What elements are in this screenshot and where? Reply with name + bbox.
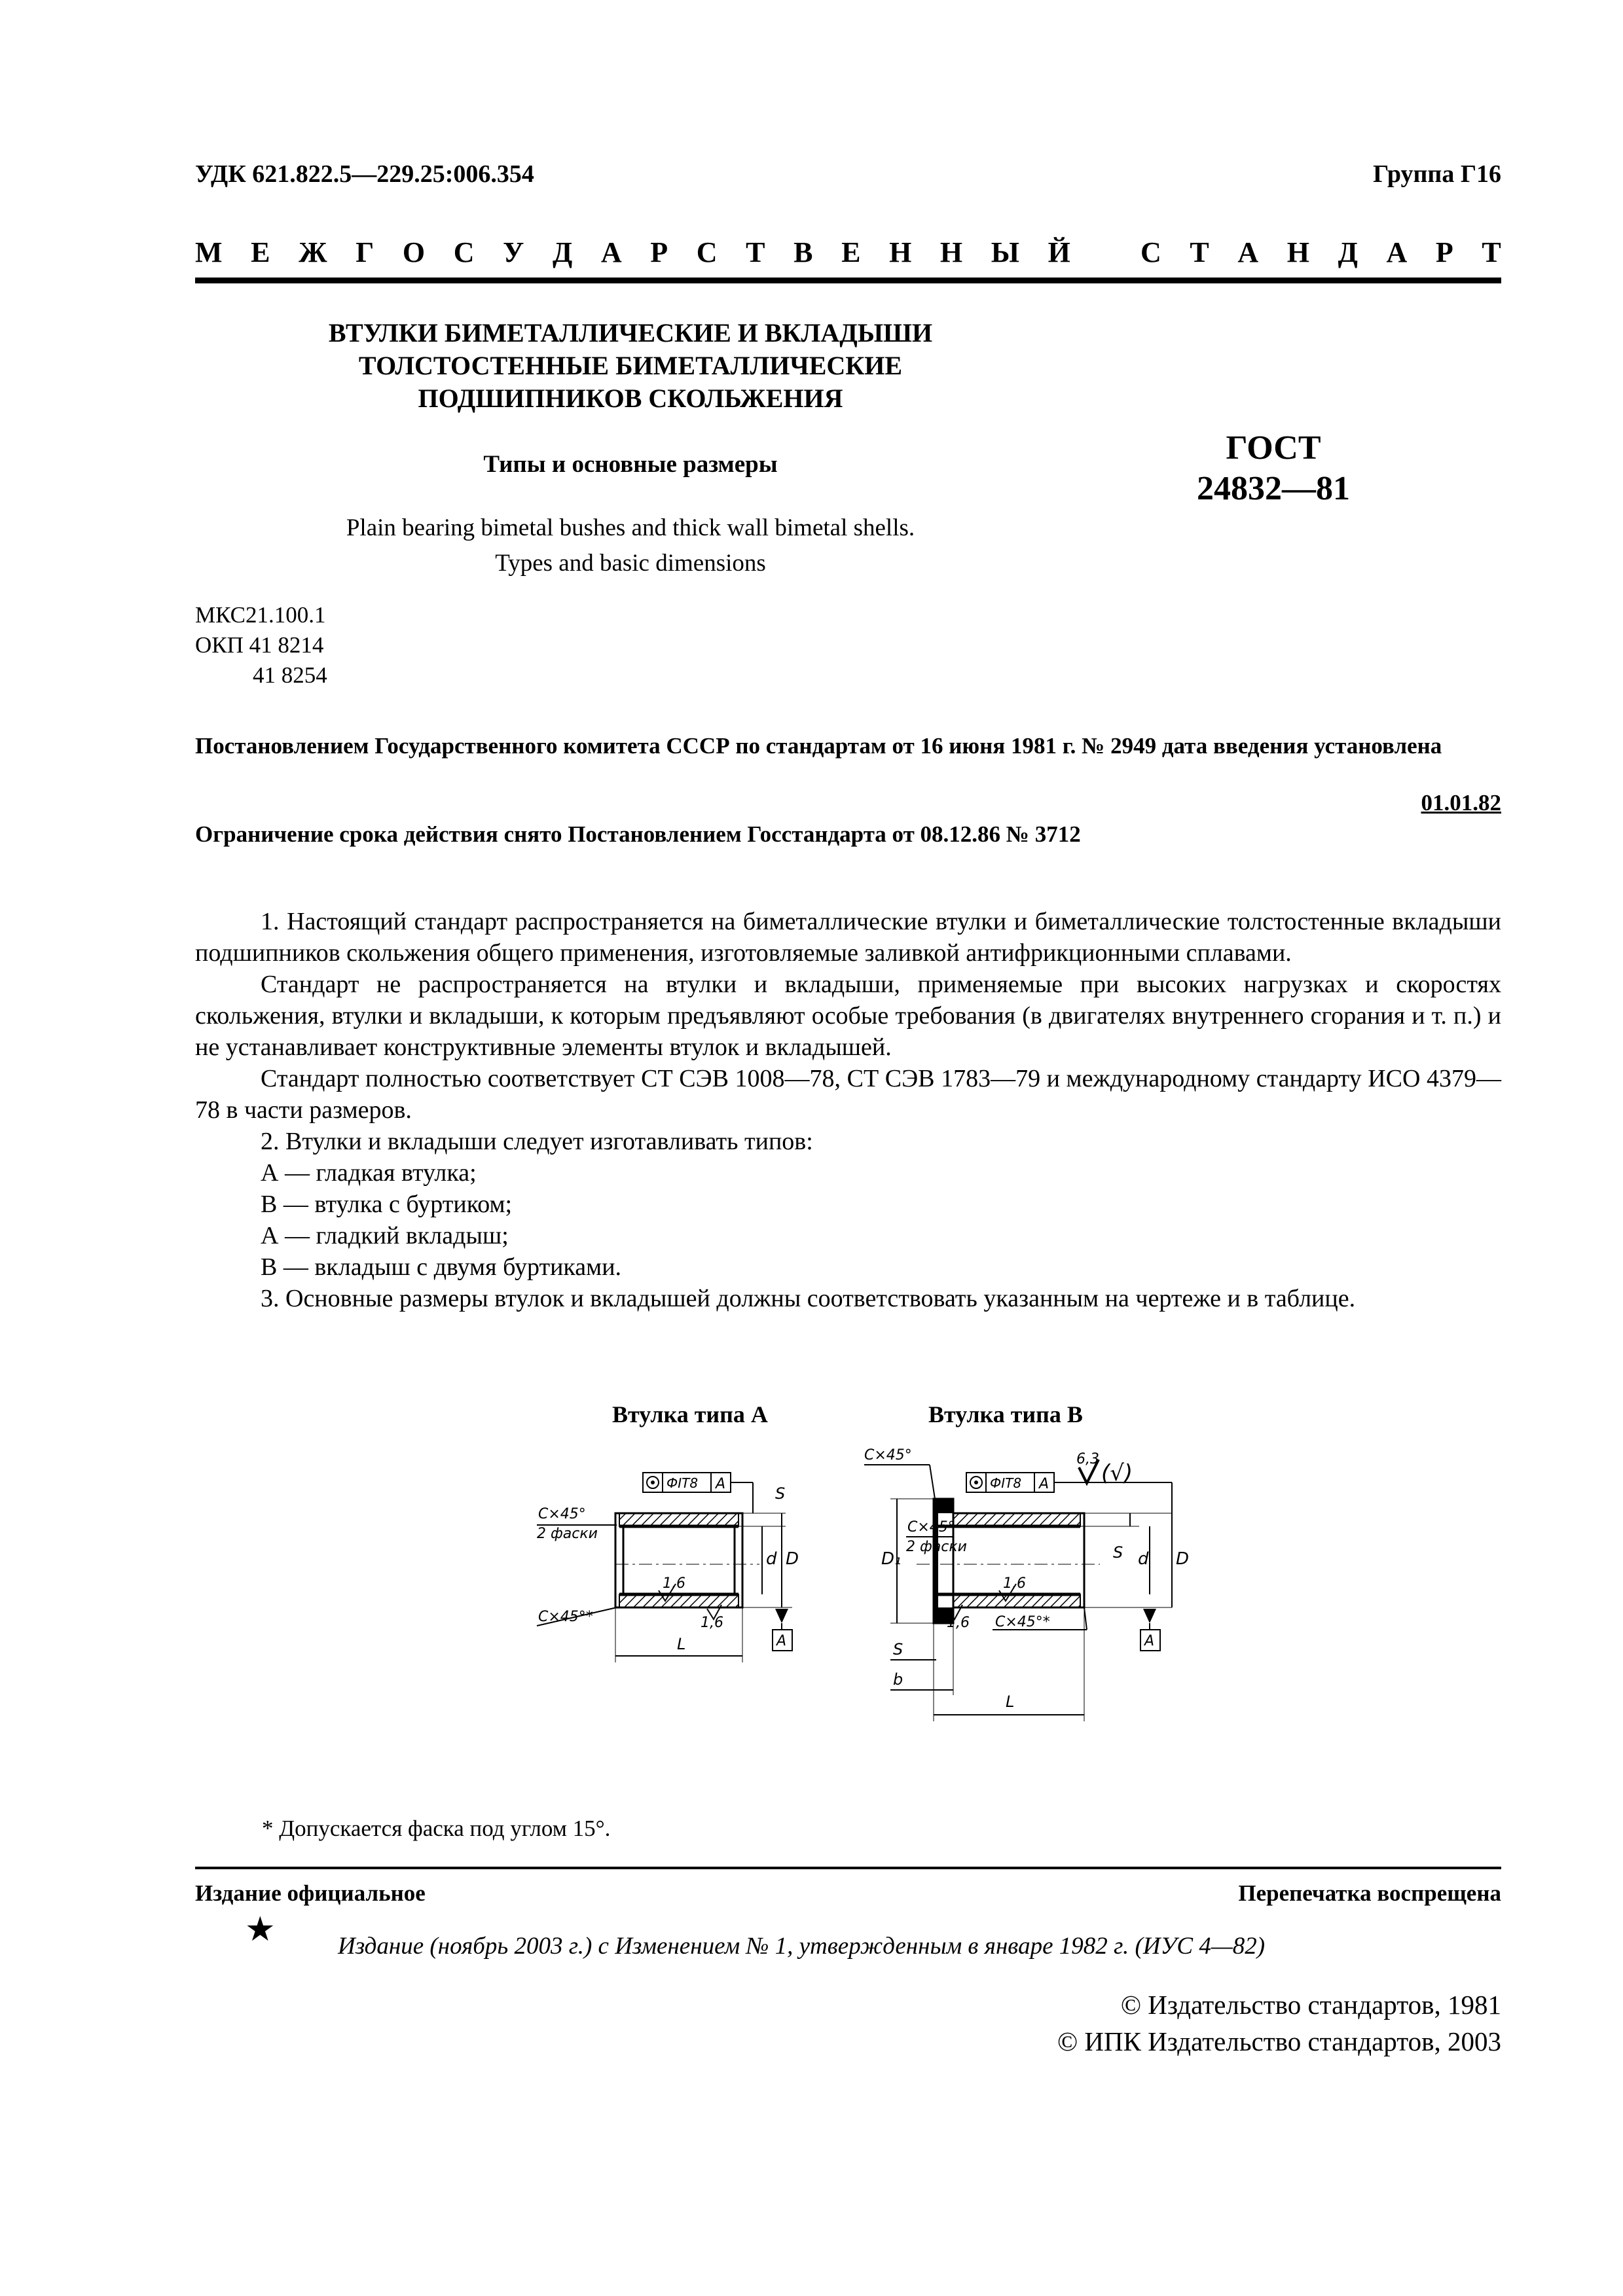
heading-letter: О xyxy=(402,236,426,268)
paragraph-2: Стандарт не распространяется на втулки и вкладыши, применяемые при высоких нагрузках и скоростях скольжения, втулки и вкладыши, к которым предъявляют особые требования (в двигателях внутреннего сгорания и т. п.) и не устанавливает конструктивные элементы втулок и вкладышей. xyxy=(195,971,1501,1061)
document-title xyxy=(195,317,1066,415)
decree-text: Постановлением Государственного комитета СССР по стандартам от 16 июня 1981 г. № 2949 дата введения установлена xyxy=(195,733,1442,759)
chamfer-label-b: C×45° xyxy=(907,1519,955,1535)
bore-roughness-b: 1,6 xyxy=(1003,1575,1026,1592)
dim-D-b: D xyxy=(1176,1549,1190,1569)
english-title-line-1: Plain bearing bimetal bushes and thick wall bimetal shells. xyxy=(346,514,915,541)
dim-s-a: S xyxy=(775,1484,786,1503)
heading-letter: А xyxy=(1237,236,1259,268)
chamfer-star-label-a: C×45°* xyxy=(538,1609,593,1625)
chamfer-label-a: C×45° xyxy=(538,1506,586,1522)
heading-letter: Ж xyxy=(299,236,327,268)
copyright-line-2: © ИПК Издательство стандартов, 2003 xyxy=(1057,2026,1501,2056)
figure-label-type-b: Втулка типа В xyxy=(928,1401,1083,1427)
footer-rule xyxy=(195,1867,1501,1869)
okp-code-2: 41 8254 xyxy=(253,662,327,688)
title-line-3: ПОДШИПНИКОВ СКОЛЬЖЕНИЯ xyxy=(418,384,843,413)
heading-letter: Т xyxy=(1482,236,1501,268)
edition-note: Издание (ноябрь 2003 г.) с Изменением № 1, утвержденным в январе 1982 г. (ИУС 4—82) xyxy=(338,1933,1266,1960)
heading-letter: Т xyxy=(1190,236,1209,268)
reprint-prohibited: Перепечатка воспрещена xyxy=(1238,1880,1501,1906)
tolerance-value-a: ФIT8 xyxy=(666,1475,699,1491)
dim-L-b: L xyxy=(1006,1693,1015,1711)
list-item: В — втулка с буртиком; xyxy=(261,1191,513,1218)
list-item: А — гладкая втулка; xyxy=(261,1159,477,1187)
bushing-type-a xyxy=(537,1473,799,1662)
body-text xyxy=(195,906,1501,1314)
heading-letter: Т xyxy=(746,236,765,268)
dim-s-b: S xyxy=(1113,1543,1123,1562)
dim-s-b-bottom: S xyxy=(893,1640,903,1659)
list-item: В — вкладыш с двумя буртиками. xyxy=(261,1253,622,1281)
gost-label: ГОСТ xyxy=(1226,429,1321,467)
heading-letter: С xyxy=(1140,236,1161,268)
list-item: А — гладкий вкладыш; xyxy=(261,1222,509,1249)
heading-gap xyxy=(1099,236,1112,269)
bushing-drawing xyxy=(511,1433,1205,1800)
datum-ref-b: A xyxy=(1039,1476,1049,1492)
classification-codes xyxy=(195,600,327,691)
tolerance-value-b: ФIT8 xyxy=(990,1475,1022,1491)
heading-letter: Д xyxy=(1338,236,1358,268)
dim-d-b: d xyxy=(1138,1549,1149,1569)
heading-letter: Р xyxy=(1435,236,1453,268)
title-line-2: ТОЛСТОСТЕННЫЕ БИМЕТАЛЛИЧЕСКИЕ xyxy=(358,351,903,380)
roughness-paren: (√) xyxy=(1101,1460,1133,1486)
datum-ref-a: A xyxy=(716,1476,726,1492)
document-subtitle: Типы и основные размеры xyxy=(483,451,778,478)
group-code: Группа Г16 xyxy=(1373,160,1501,188)
heading-letter: Н xyxy=(889,236,912,268)
header-rule xyxy=(195,278,1501,283)
heading-letter: С xyxy=(453,236,475,268)
flange-roughness-b: 1,6 xyxy=(947,1615,970,1631)
bushing-type-b xyxy=(864,1447,1189,1721)
heading-letter: Е xyxy=(251,236,270,268)
dim-d-a: d xyxy=(766,1549,777,1569)
figure-label-type-a: Втулка типа А xyxy=(612,1401,768,1427)
star-icon: ★ xyxy=(245,1911,276,1948)
roughness-general-mark xyxy=(1076,1451,1133,1486)
heading-letter: Е xyxy=(841,236,861,268)
roughness-value-general: 6,3 xyxy=(1076,1451,1099,1467)
datum-box-b: A xyxy=(1144,1633,1155,1649)
paragraph-1: 1. Настоящий стандарт распространяется на биметаллические втулки и биметаллические толстостенные вкладыши подшипников скольжения общего применения, изготовляемые заливкой антифрикционными сплавами. xyxy=(195,908,1501,967)
copyright-line-1: © Издательство стандартов, 1981 xyxy=(1120,1990,1501,2020)
two-chamfers-label-a: 2 фаски xyxy=(537,1526,598,1542)
heading-letter: М xyxy=(195,236,223,268)
english-title-line-2: Types and basic dimensions xyxy=(495,550,766,577)
dim-b-b: b xyxy=(893,1670,903,1689)
heading-letter: А xyxy=(1386,236,1408,268)
dim-D-a: D xyxy=(786,1549,799,1569)
heading-letter: А xyxy=(600,236,622,268)
chamfer-star-label-b: C×45°* xyxy=(995,1614,1050,1630)
paragraph-4: 2. Втулки и вкладыши следует изготавливать типов: xyxy=(261,1128,813,1155)
paragraph-5: 3. Основные размеры втулок и вкладышей должны соответствовать указанным на чертеже и в таблице. xyxy=(261,1285,1356,1312)
mks-code: МКС21.100.1 xyxy=(195,602,326,628)
heading-letter: У xyxy=(503,236,524,268)
okp-code-1: ОКП 41 8214 xyxy=(195,632,324,658)
heading-letter: В xyxy=(793,236,813,268)
interstate-standard-heading xyxy=(195,236,1501,269)
heading-letter: Й xyxy=(1048,236,1070,268)
limitation-text: Ограничение срока действия снято Постановлением Госстандарта от 08.12.86 № 3712 xyxy=(195,821,1081,847)
heading-letter: С xyxy=(696,236,718,268)
heading-letter: Н xyxy=(939,236,963,268)
dim-L-a: L xyxy=(677,1635,686,1653)
heading-letter: Р xyxy=(650,236,668,268)
dim-D1-b: D₁ xyxy=(881,1549,902,1569)
gost-number: 24832—81 xyxy=(1197,470,1350,507)
copyright-block xyxy=(851,1986,1501,2060)
heading-letter: Ы xyxy=(991,236,1019,268)
udk-code: УДК 621.822.5—229.25:006.354 xyxy=(195,160,534,188)
od-roughness-a: 1,6 xyxy=(701,1615,723,1631)
gost-number-block xyxy=(1113,428,1434,509)
english-title xyxy=(195,511,1066,581)
two-chamfers-label-b: 2 фаски xyxy=(906,1539,967,1555)
paragraph-3: Стандарт полностью соответствует СТ СЭВ 1008—78, СТ СЭВ 1783—79 и международному стандарту ИСО 4379—78 в части размеров. xyxy=(195,1065,1501,1124)
heading-letter: Н xyxy=(1286,236,1310,268)
official-edition: Издание официальное xyxy=(195,1880,426,1906)
chamfer-label-b-top: C×45° xyxy=(864,1447,912,1463)
datum-box-a: A xyxy=(776,1633,787,1649)
title-line-1: ВТУЛКИ БИМЕТАЛЛИЧЕСКИЕ И ВКЛАДЫШИ xyxy=(328,318,933,348)
introduction-date: 01.01.82 xyxy=(1421,790,1501,816)
heading-letter: Д xyxy=(552,236,573,268)
figure-footnote: * Допускается фаска под углом 15°. xyxy=(262,1816,611,1841)
heading-letter: Г xyxy=(356,236,374,268)
bore-roughness-a: 1,6 xyxy=(663,1575,685,1592)
